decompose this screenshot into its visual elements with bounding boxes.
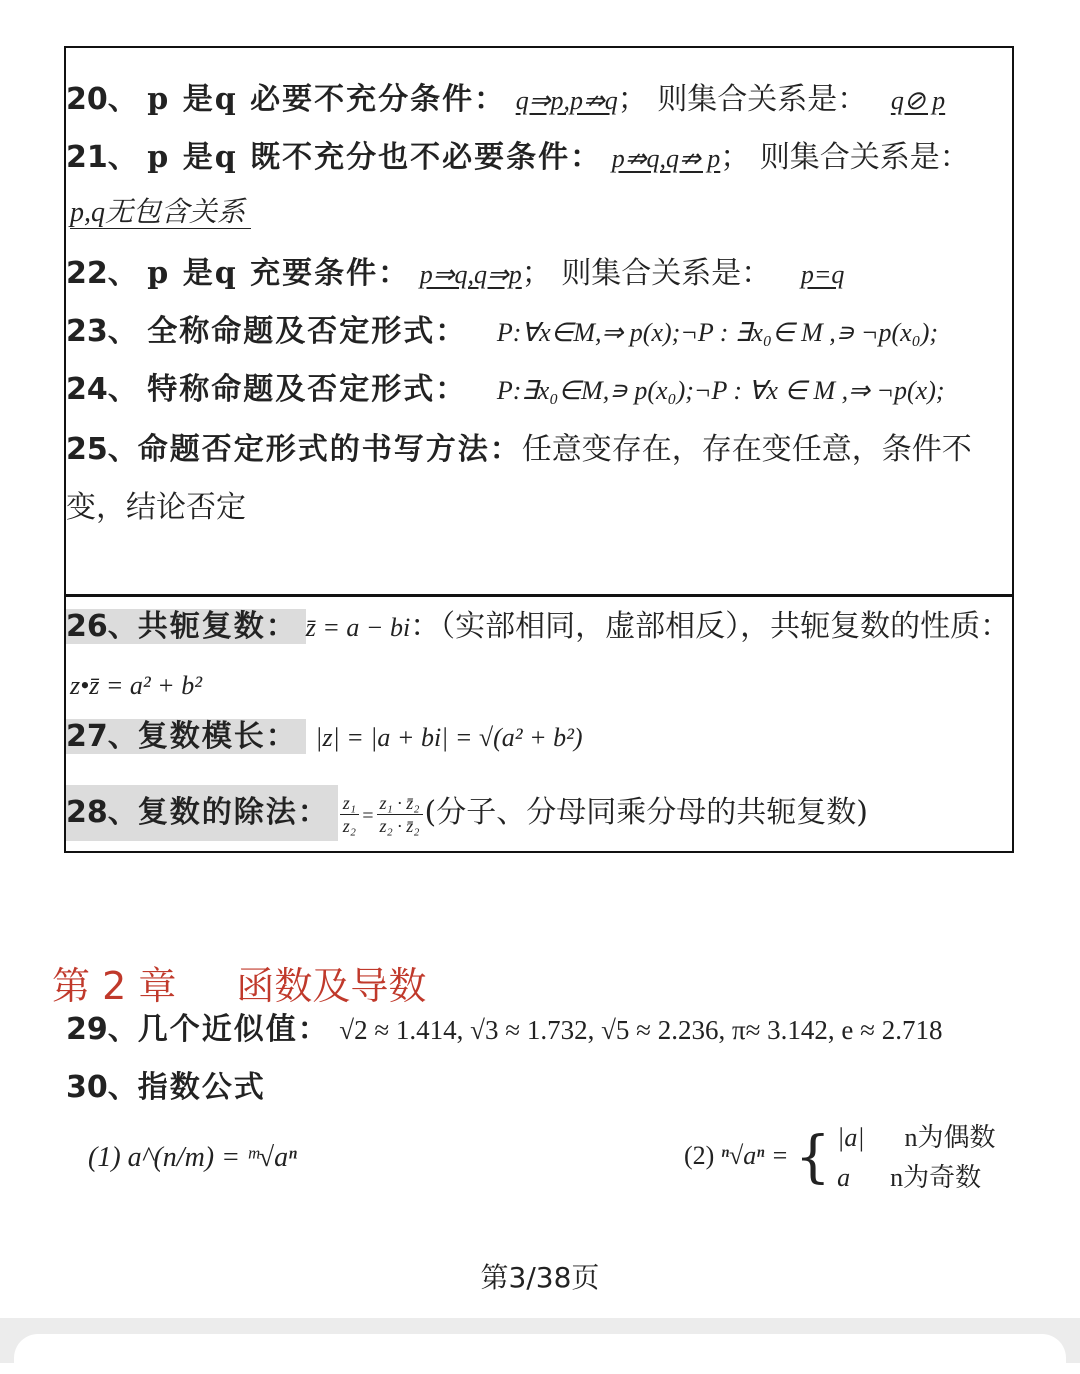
item-20: 20、 p 是q 必要不充分条件： q⇒p,p⇏q； 则集合关系是： q⊘ p xyxy=(66,82,946,117)
item-30: 30、指数公式 xyxy=(66,1070,266,1105)
case-odd: a n为奇数 xyxy=(837,1163,982,1192)
fraction-z1-z2: $\frac{\text{z₁}}{\text{z₂}}$ xyxy=(340,792,359,837)
item-21-cont: p,q无包含关系 xyxy=(70,194,251,231)
chapter-title: 第 2 章 xyxy=(52,964,177,1008)
item-21: 21、 p 是q 既不充分也不必要条件： p⇏q,q⇏ p； 则集合关系是： xyxy=(66,140,970,175)
exponent-formula-2: (2) ⁿ√aⁿ = { |a| n为偶数 a n为奇数 xyxy=(684,1118,995,1198)
item-25-cont: 变，结论否定 xyxy=(66,490,246,525)
fraction-conjugate: $\frac{\text{z₁ · z̄₂}}{\text{z₂ · z̄₂}}$ xyxy=(377,792,423,837)
item-27: 27、复数模长： |z| = |a + bi| = √(a² + b²) xyxy=(66,719,583,754)
item-22: 22、 p 是q 充要条件： p⇒q,q⇒p； 则集合关系是： p=q xyxy=(66,256,845,291)
item-24: 24、 特称命题及否定形式： P:∃x₀∈M,∍ p(x₀);¬P : ∀x ∈ M ,⇒ ¬p(x); xyxy=(66,372,945,407)
item-29: 29、几个近似值： √2 ≈ 1.414, √3 ≈ 1.732, √5 ≈ 2.236, π≈ 3.142, e ≈ 2.718 xyxy=(66,1012,943,1047)
item-26: 26、共轭复数： z̄ = a − bi：（实部相同，虚部相反），共轭复数的性质： xyxy=(66,609,1011,644)
item-26-cont: z•z̄ = a² + b² xyxy=(70,671,203,700)
page-number: 第3/38页 xyxy=(480,1261,600,1294)
exponent-formula-1: (1) a^(n/m) = ᵐ√aⁿ xyxy=(88,1142,297,1173)
formula-box-1 xyxy=(64,46,1014,596)
chapter-heading xyxy=(52,955,426,1010)
item-25: 25、命题否定形式的书写方法：任意变存在，存在变任意，条件不 xyxy=(66,432,972,467)
item-28: 28、复数的除法： $\frac{\text{z₁}}{\text{z₂}}$ = $\frac{\text{z₁ · z̄₂}}{\text{z₂ · z̄₂}}$ (分子、分母同乘分母的共轭复数) xyxy=(66,783,868,843)
item-27-heading: 27、复数模长： xyxy=(66,719,306,754)
item-28-heading: 28、复数的除法： xyxy=(66,785,338,841)
next-card xyxy=(14,1334,1066,1374)
item-23: 23、 全称命题及否定形式： P:∀x∈M,⇒ p(x);¬P : ∃x₀∈ M ,∍ ¬p(x₀); xyxy=(66,314,939,349)
case-even: |a| n为偶数 xyxy=(837,1123,996,1152)
formula-box-2 xyxy=(64,595,1014,853)
item-26-heading: 26、共轭复数： xyxy=(66,609,306,644)
chapter-subtitle: 函数及导数 xyxy=(236,964,427,1008)
